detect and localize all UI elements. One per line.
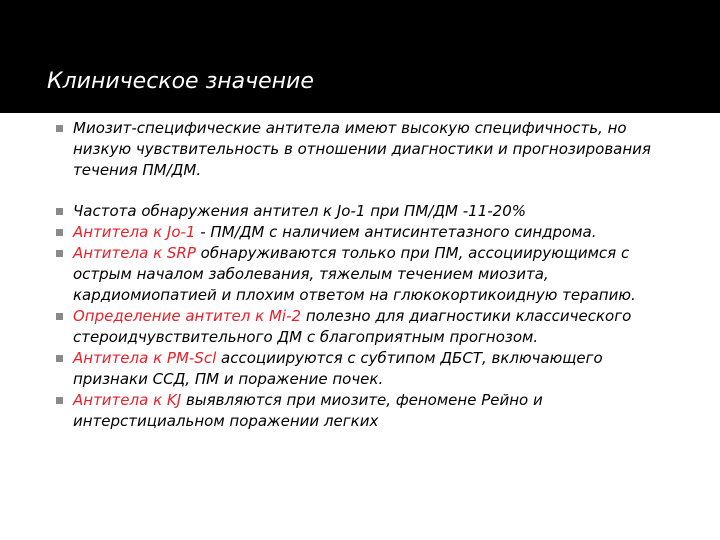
bullet-text: Частота обнаружения антител к Jo-1 при ПМ/ДМ -11-20%: [73, 202, 527, 220]
slide-title: Клиническое значение: [47, 69, 314, 94]
bullet-text: выявляются при миозите, феномене Рейно и интерстициальном поражении легких: [73, 391, 543, 430]
bullet-item: [58, 348, 678, 390]
square-bullet-icon: [56, 208, 63, 215]
square-bullet-icon: [56, 313, 63, 320]
bullet-text: обнаруживаются только при ПМ, ассоциирующимся с острым началом заболевания, тяжелым течением миозита, кардиомиопатией и плохим ответом на глюкокортикоидную терапию.: [73, 244, 636, 304]
bullet-text: ассоциируются с субтипом ДБСТ, включающего признаки ССД, ПМ и поражение почек.: [73, 349, 603, 388]
bullet-item: [58, 201, 678, 222]
bullet-item: [58, 243, 678, 306]
bullet-text: Миозит-специфические антитела имеют высокую специфичность, но низкую чувствительность в отношении диагностики и прогнозирования течения ПМ/ДМ.: [73, 119, 651, 179]
square-bullet-icon: [56, 229, 63, 236]
bullet-highlight: Определение антител к Mi-2: [73, 307, 302, 325]
bullet-highlight: Антитела к KJ: [73, 391, 182, 409]
bullet-item: [58, 306, 678, 348]
square-bullet-icon: [56, 125, 63, 132]
bullet-item: [58, 222, 678, 243]
bullet-text: полезно для диагностики классического стероидчувствительного ДМ с благоприятным прогнозом.: [73, 307, 632, 346]
square-bullet-icon: [56, 397, 63, 404]
bullet-list: [58, 118, 678, 432]
bullet-highlight: Антитела к SRP: [73, 244, 196, 262]
bullet-item: [58, 118, 678, 181]
square-bullet-icon: [56, 250, 63, 257]
bullet-text: - ПМ/ДМ с наличием антисинтетазного синдрома.: [195, 223, 597, 241]
bullet-highlight: Антитела к Jo-1: [73, 223, 196, 241]
square-bullet-icon: [56, 355, 63, 362]
bullet-highlight: Антитела к PM-Scl: [73, 349, 217, 367]
bullet-item: [58, 390, 678, 432]
title-bar: [0, 0, 720, 113]
